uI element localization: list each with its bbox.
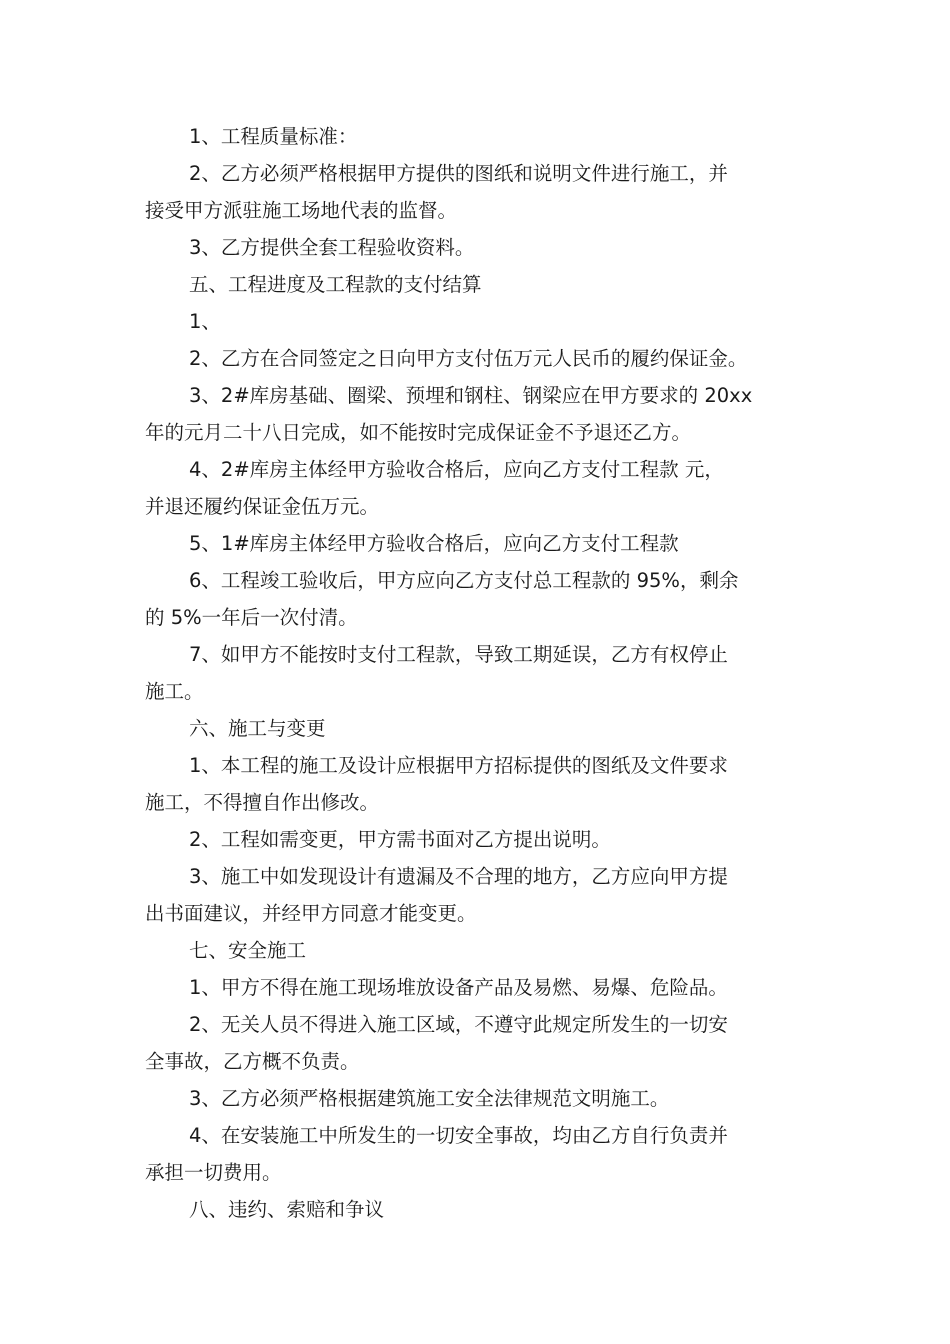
text-line: 全事故，乙方概不负责。 — [145, 1050, 360, 1073]
text-line: 6、工程竣工验收后，甲方应向乙方支付总工程款的 95%，剩余 — [189, 569, 739, 592]
text-line: 1、本工程的施工及设计应根据甲方招标提供的图纸及文件要求 — [189, 754, 728, 777]
text-line: 3、乙方提供全套工程验收资料。 — [189, 236, 475, 259]
text-line: 年的元月二十八日完成，如不能按时完成保证金不予退还乙方。 — [145, 421, 692, 444]
text-line: 并退还履约保证金伍万元。 — [145, 495, 380, 518]
text-line: 六、施工与变更 — [189, 717, 326, 740]
text-line: 1、 — [189, 310, 221, 333]
document-body — [145, 118, 810, 1228]
text-line: 4、2#库房主体经甲方验收合格后，应向乙方支付工程款 元， — [189, 458, 724, 481]
text-line: 出书面建议，并经甲方同意才能变更。 — [145, 902, 477, 925]
text-line: 承担一切费用。 — [145, 1161, 282, 1184]
text-line: 2、工程如需变更，甲方需书面对乙方提出说明。 — [189, 828, 611, 851]
text-line: 施工，不得擅自作出修改。 — [145, 791, 380, 814]
text-line: 2、乙方必须严格根据甲方提供的图纸和说明文件进行施工，并 — [189, 162, 728, 185]
text-line: 的 5%一年后一次付清。 — [145, 606, 358, 629]
text-line: 五、工程进度及工程款的支付结算 — [189, 273, 482, 296]
text-line: 3、2#库房基础、圈梁、预埋和钢柱、钢梁应在甲方要求的 20xx — [189, 384, 753, 407]
text-line: 7、如甲方不能按时支付工程款，导致工期延误，乙方有权停止 — [189, 643, 728, 666]
text-line: 5、1#库房主体经甲方验收合格后，应向乙方支付工程款 — [189, 532, 679, 555]
text-line: 3、乙方必须严格根据建筑施工安全法律规范文明施工。 — [189, 1087, 670, 1110]
text-line: 1、甲方不得在施工现场堆放设备产品及易燃、易爆、危险品。 — [189, 976, 728, 999]
text-line: 施工。 — [145, 680, 204, 703]
text-line: 接受甲方派驻施工场地代表的监督。 — [145, 199, 458, 222]
text-line: 3、施工中如发现设计有遗漏及不合理的地方，乙方应向甲方提 — [189, 865, 728, 888]
text-line: 八、违约、索赔和争议 — [189, 1198, 385, 1221]
text-line: 七、安全施工 — [189, 939, 307, 962]
text-line: 2、无关人员不得进入施工区域，不遵守此规定所发生的一切安 — [189, 1013, 728, 1036]
text-line: 2、乙方在合同签定之日向甲方支付伍万元人民币的履约保证金。 — [189, 347, 748, 370]
text-line: 4、在安装施工中所发生的一切安全事故，均由乙方自行负责并 — [189, 1124, 728, 1147]
text-line: 1、工程质量标准： — [189, 125, 358, 148]
